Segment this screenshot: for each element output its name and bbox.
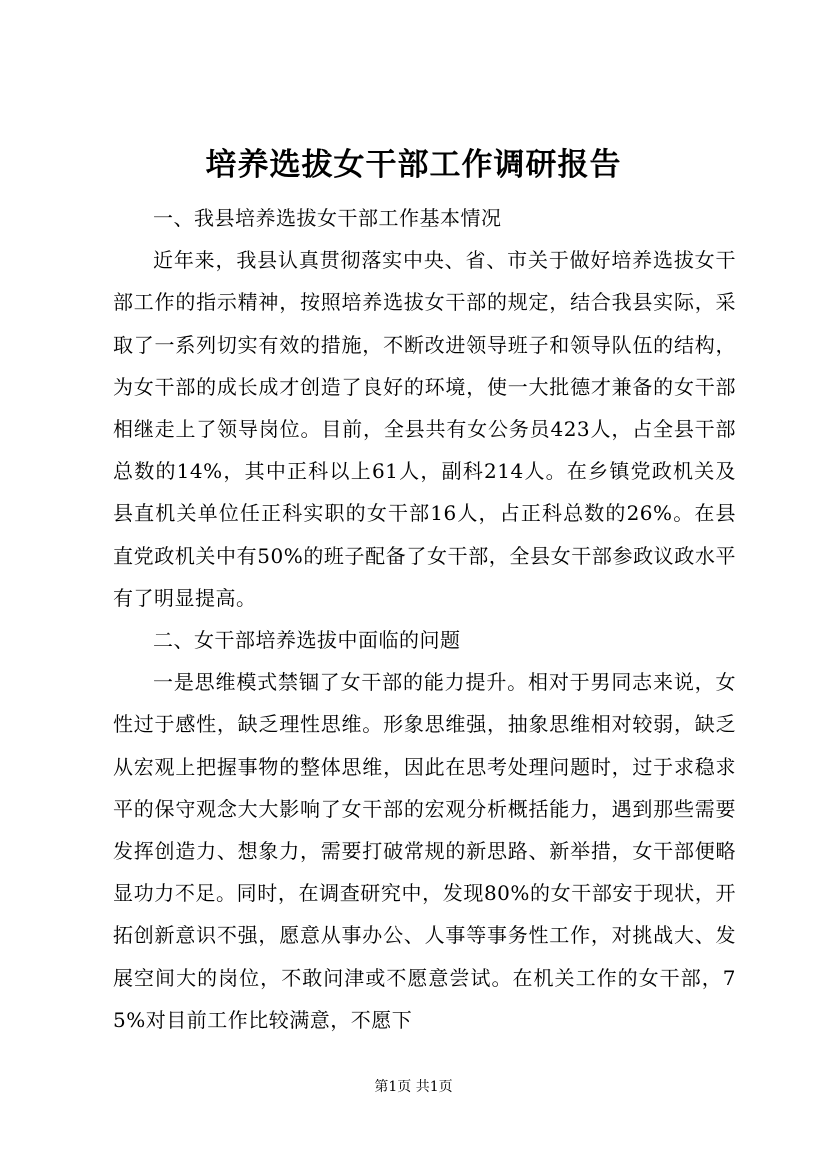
- section-heading-basic-situation: 一、我县培养选拔女干部工作基本情况: [153, 206, 502, 230]
- document-body: [113, 197, 736, 1041]
- paragraph-problems: 一是思维模式禁锢了女干部的能力提升。相对于男同志来说，女性过于感性，缺乏理性思维。形象思维强，抽象思维相对较弱，缺乏从宏观上把握事物的整体思维，因此在思考处理问题时，过于求稳求平的保守观念大大影响了女干部的宏观分析概括能力，遇到那些需要发挥创造力、想象力，需要打破常规的新思路、新举措，女干部便略显功力不足。同时，在调查研究中，发现80%的女干部安于现状，开拓创新意识不强，愿意从事办公、人事等事务性工作，对挑战大、发展空间大的岗位，不敢问津或不愿意尝试。在机关工作的女干部，75%对目前工作比较满意，不愿下: [113, 670, 736, 1032]
- section-heading-problems: 二、女干部培养选拔中面临的问题: [153, 628, 461, 653]
- document-title: 培养选拔女干部工作调研报告: [205, 147, 622, 183]
- paragraph-basic-situation: 近年来，我县认真贯彻落实中央、省、市关于做好培养选拔女干部工作的指示精神，按照培养选拔女干部的规定，结合我县实际，采取了一系列切实有效的措施，不断改进领导班子和领导队伍的结构，为女干部的成长成才创造了良好的环境，使一大批德才兼备的女干部相继走上了领导岗位。目前，全县共有女公务员423人，占全县干部总数的14%，其中正科以上61人，副科214人。在乡镇党政机关及县直机关单位任正科实职的女干部16人，占正科总数的26%。在县直党政机关中有50%的班子配备了女干部，全县女干部参政议政水平有了明显提高。: [113, 248, 736, 610]
- page-footer: 第1页 共1页: [374, 1079, 453, 1095]
